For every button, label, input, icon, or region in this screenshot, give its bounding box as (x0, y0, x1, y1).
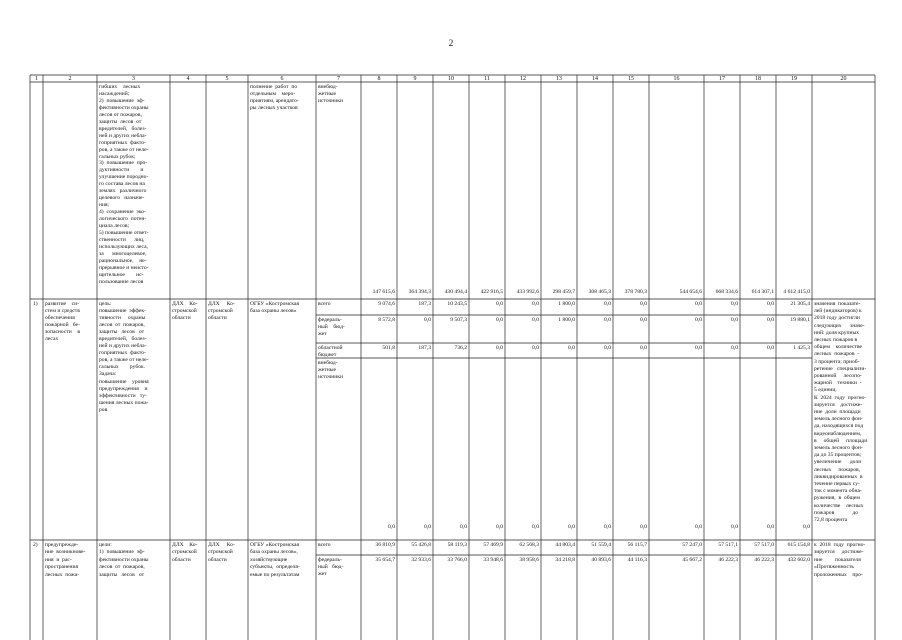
header-cell-7: 7 (337, 75, 340, 82)
source-value: 57 517,1 (718, 542, 738, 548)
source-label: внебюд- жетные источники (318, 360, 344, 380)
source-value: 0,0 (532, 524, 539, 530)
source-value: 8 572,8 (378, 317, 395, 323)
source-value: 35 654,7 (375, 557, 395, 563)
participants-text: ОГБУ «Костромская база охраны лесов» (250, 301, 300, 314)
source-label: федераль- ный бюд- жет (318, 557, 344, 577)
source-value: 46 222,3 (718, 557, 738, 563)
cont-source-label: внебюд- жетные источники (318, 84, 344, 104)
cont-offbudget-value: 147 615,6 (372, 289, 395, 295)
source-value: 0,0 (640, 301, 647, 307)
cont-offbudget-value: 544 654,6 (679, 289, 702, 295)
executor-text: ДЛХ Ко- стромской области (208, 542, 235, 563)
source-value: 55 426,8 (411, 542, 431, 548)
source-value: 45 667,2 (682, 557, 702, 563)
source-value: 1 800,0 (558, 317, 575, 323)
source-label: всего (318, 301, 331, 307)
source-value: 36 810,9 (375, 542, 395, 548)
cont-offbudget-value: 4 612 415,0 (783, 289, 810, 295)
source-value: 32 933,6 (411, 557, 431, 563)
source-value: 0,0 (731, 317, 738, 323)
source-value: 736,2 (454, 345, 467, 351)
source-value: 0,0 (604, 345, 611, 351)
source-value: 0,0 (388, 524, 395, 530)
source-value: 0,0 (640, 345, 647, 351)
source-value: 62 568,3 (519, 542, 539, 548)
executor-text: ДЛХ Ко- стромской области (208, 301, 235, 321)
header-cell-4: 4 (186, 75, 190, 82)
cont-offbudget-value: 422 916,5 (480, 289, 503, 295)
cont-offbudget-value: 308 465,3 (588, 289, 611, 295)
header-cell-3: 3 (132, 75, 135, 82)
source-value: 0,0 (731, 301, 738, 307)
header-cell-2: 2 (68, 75, 72, 82)
source-value: 57 517,0 (754, 542, 774, 548)
cont-offbudget-value: 433 992,6 (516, 289, 539, 295)
header-cell-15: 15 (628, 75, 634, 82)
source-value: 0,0 (640, 317, 647, 323)
source-value: 501,8 (382, 345, 395, 351)
source-value: 51 559,4 (591, 542, 611, 548)
source-value: 57 469,9 (483, 542, 503, 548)
cont-offbudget-value: 430 494,4 (444, 289, 467, 295)
source-value: 0,0 (767, 345, 774, 351)
cont-participants-text: полнение работ по отдельным меро- приятиям, арендато- ры лесных участков (250, 84, 299, 111)
header-cell-1: 1 (35, 75, 38, 82)
source-value: 0,0 (568, 524, 575, 530)
header-cell-17: 17 (719, 75, 725, 82)
header-cell-9: 9 (413, 75, 417, 82)
row-number: 2) (33, 542, 38, 548)
source-value: 9 507,3 (450, 317, 467, 323)
source-value: 40 893,6 (591, 557, 611, 563)
source-value: 9 074,6 (378, 301, 395, 307)
source-value: 0,0 (695, 301, 702, 307)
source-value: 0,0 (424, 317, 431, 323)
expected-results-text: значения показате- лей (индикаторов) к 2018 году достигли следующих значе- ний: доля крупных лесных пожаров в общем количестве лесных пожаров - 3 процента; приоб- ретение специализи- рованной лесопо- жарной техники - 5 единиц. К 2024 году прогно- зируется достиже- ние доли площади земель лесного фон- да, находящихся под видеонаблюдением, в общей площади земель лесного фон- да до 35 процентов; увеличение доли лесных пожаров, ликвидированных в течение первых су- ток с момента обна- ружения, в общем количестве лесных пожаров до 72,8 процента (814, 301, 868, 524)
source-value: 0,0 (460, 524, 467, 530)
header-cell-11: 11 (484, 75, 490, 82)
cont-goals-text: гибших лесных насаждений; 2) повышение эф- фективности охраны лесов от пожаров, защиты лесов от вредителей, болез- ней и других небла- гоприятных факто- ров, а также от неле- гальных рубок; 3) повышение про- дуктивности и улучшение породно- го состава лесов на землях различного целевого назначе- ния; 4) сохранение эко- логического потен- циала лесов; 5) повышение ответ- ственности лиц, использующих леса, за многоцелевое, рациональное, не- прерывное и неисто- щительное ис- пользование лесов (99, 84, 149, 285)
header-cell-14: 14 (592, 75, 598, 82)
source-value: 33 766,0 (447, 557, 467, 563)
source-value: 33 948,6 (483, 557, 503, 563)
cont-offbudget-value: 378 780,3 (624, 289, 647, 295)
source-value: 0,0 (604, 317, 611, 323)
source-value: 38 958,6 (519, 557, 539, 563)
source-value: 187,3 (418, 301, 431, 307)
source-value: 0,0 (731, 345, 738, 351)
source-value: 0,0 (695, 524, 702, 530)
coordinator-text: ДЛХ Ко- стромской области (172, 542, 198, 563)
source-value: 58 119,3 (447, 542, 467, 548)
source-value: 34 218,8 (555, 557, 575, 563)
header-cell-10: 10 (448, 75, 454, 82)
header-cell-8: 8 (377, 75, 381, 82)
source-value: 0,0 (604, 301, 611, 307)
source-value: 0,0 (695, 317, 702, 323)
source-value: 0,0 (767, 524, 774, 530)
source-value: 0,0 (767, 301, 774, 307)
header-cell-6: 6 (280, 75, 284, 82)
measure-name: предупрежде- ние возникнове- ния и рас- пространения лесных пожа- (45, 542, 86, 578)
source-value: 0,0 (568, 345, 575, 351)
header-cell-20: 20 (840, 75, 847, 82)
header-cell-16: 16 (673, 75, 680, 82)
measure-goals-text: цель: повышение эффек- тивности охраны лесов от пожаров, защиты лесов от вредителей, болез- ней и других небла- гоприятных факто- ров, а также от неле- гальных рубок. Задача: повышение уровня предупреждения и эффективности ту- шения лесных пожа- ров (99, 301, 149, 413)
source-value: 0,0 (424, 524, 431, 530)
header-cell-18: 18 (755, 75, 761, 82)
measure-goals-text: цели: 1) повышение эф- фективности охраны лесов от пожаров, защиты лесов от (99, 542, 149, 578)
source-value: 0,0 (496, 317, 503, 323)
header-cell-13: 13 (556, 75, 562, 82)
coordinator-text: ДЛХ Ко- стромской области (172, 301, 198, 321)
cont-offbudget-value: 298 459,7 (552, 289, 575, 295)
source-value: 57 247,0 (682, 542, 702, 548)
cont-offbudget-value: 668 334,6 (715, 289, 738, 295)
source-value: 1 800,0 (558, 301, 575, 307)
source-value: 56 115,7 (627, 542, 647, 548)
header-cell-12: 12 (520, 75, 526, 82)
header-cell-19: 19 (791, 75, 797, 82)
source-value: 21 305,4 (790, 301, 810, 307)
page-number: 2 (448, 38, 454, 48)
header-cell-5: 5 (225, 75, 229, 82)
source-value: 46 222,3 (754, 557, 774, 563)
cont-offbudget-value: 614 307,1 (751, 289, 774, 295)
source-value: 0,0 (731, 524, 738, 530)
source-value: 615 154,8 (787, 542, 810, 548)
source-value: 0,0 (496, 345, 503, 351)
cont-offbudget-value: 364 394,3 (408, 289, 431, 295)
expected-results-text: к 2018 году прогно- зируется достиже- ние показателя «Протяженность проложенных про- (814, 542, 866, 578)
source-value: 0,0 (604, 524, 611, 530)
source-value: 19 880,1 (790, 317, 810, 323)
source-value: 0,0 (532, 345, 539, 351)
source-value: 44 116,3 (627, 557, 647, 563)
source-value: 0,0 (496, 301, 503, 307)
source-value: 0,0 (767, 317, 774, 323)
source-value: 1 425,3 (793, 345, 810, 351)
source-value: 10 243,5 (447, 301, 467, 307)
source-value: 0,0 (532, 317, 539, 323)
source-value: 0,0 (803, 524, 810, 530)
source-label: областной бюджет (318, 345, 343, 358)
source-value: 0,0 (496, 524, 503, 530)
row-number: 1) (33, 301, 38, 307)
source-value: 187,3 (418, 345, 431, 351)
source-value: 0,0 (695, 345, 702, 351)
source-label: федераль- ный бюд- жет (318, 317, 345, 337)
source-value: 0,0 (640, 524, 647, 530)
source-value: 432 602,0 (787, 557, 810, 563)
source-label: всего (318, 542, 331, 548)
participants-text: ОГБУ «Костромская база охраны лесов», хозяйствующие субъекты, определя- емые по результатам (250, 542, 300, 578)
source-value: 44 803,4 (555, 542, 575, 548)
source-value: 0,0 (532, 301, 539, 307)
measure-name: развитие си- стем и средств обеспечения пожарной бе- зопасности в лесах (45, 301, 81, 342)
